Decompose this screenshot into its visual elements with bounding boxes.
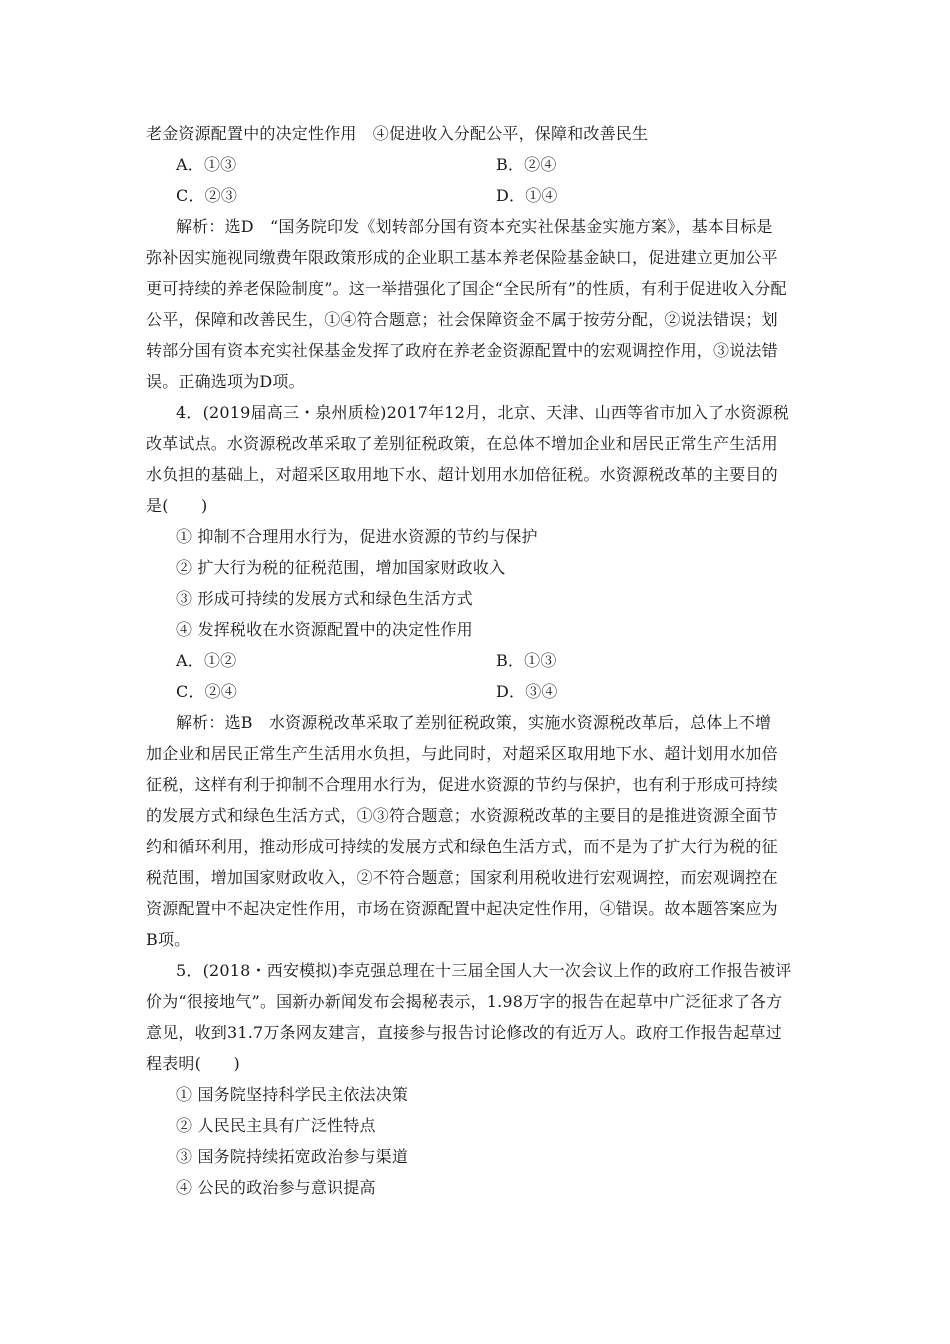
q5-item-3: ③ 国务院持续拓宽政治参与渠道 (176, 1147, 409, 1166)
q3-analysis-line: 转部分国有资本充实社保基金发挥了政府在养老金资源配置中的宏观调控作用，③说法错 (146, 341, 778, 360)
q5-stem-line: 价为“很接地气”。国新办新闻发布会揭秘表示，1.98万字的报告在起草中广泛征求了各方 (146, 992, 783, 1011)
q4-analysis-line: 资源配置中不起决定性作用，市场在资源配置中起决定性作用，④错误。故本题答案应为 (146, 899, 778, 918)
q5-stem-line: 程表明( ) (146, 1054, 240, 1073)
q4-stem-line: 改革试点。水资源税改革采取了差别征税政策，在总体不增加企业和居民正常生产生活用 (146, 434, 778, 453)
q4-analysis-line: 的发展方式和绿色生活方式，①③符合题意；水资源税改革的主要目的是推进资源全面节 (146, 806, 778, 825)
q3-analysis-line: 更可持续的养老保险制度”。这一举措强化了国企“全民所有”的性质，有利于促进收入分配 (146, 279, 787, 298)
q4-analysis-line: 加企业和居民正常生产生活用水负担，与此同时，对超采区取用地下水、超计划用水加倍 (146, 744, 778, 763)
q3-analysis-line: 弥补因实施视同缴费年限政策形成的企业职工基本养老保险基金缺口，促进建立更加公平 (146, 248, 778, 267)
q4-option-d: D．③④ (496, 682, 558, 701)
q5-stem-line: 意见，收到31.7万条网友建言，直接参与报告讨论修改的有近万人。政府工作报告起草过 (146, 1023, 782, 1042)
q4-item-3: ③ 形成可持续的发展方式和绿色生活方式 (176, 589, 473, 608)
q5-item-1: ① 国务院坚持科学民主依法决策 (176, 1085, 409, 1104)
q5-item-2: ② 人民民主具有广泛性特点 (176, 1116, 376, 1135)
q3-analysis-line: 误。正确选项为D项。 (146, 372, 305, 391)
q4-option-b: B．①③ (496, 651, 557, 670)
q4-item-2: ② 扩大行为税的征税范围，增加国家财政收入 (176, 558, 506, 577)
q4-analysis-line: 约和循环利用，推动形成可持续的发展方式和绿色生活方式，而不是为了扩大行为税的征 (146, 837, 778, 856)
q3-option-a: A．①③ (176, 155, 237, 174)
q4-analysis-line: B项。 (146, 930, 191, 949)
q4-item-1: ① 抑制不合理用水行为，促进水资源的节约与保护 (176, 527, 538, 546)
q5-item-4: ④ 公民的政治参与意识提高 (176, 1178, 376, 1197)
q3-analysis-line: 解析：选D “国务院印发《划转部分国有资本充实社保基金实施方案》，基本目标是 (176, 217, 773, 236)
q4-analysis-line: 征税，这样有利于抑制不合理用水行为，促进水资源的节约与保护，也有利于形成可持续 (146, 775, 778, 794)
q4-option-c: C．②④ (176, 682, 238, 701)
q4-option-a: A．①② (176, 651, 237, 670)
q3-option-b: B．②④ (496, 155, 557, 174)
q3-stem-tail: 老金资源配置中的决定性作用 ④促进收入分配公平，保障和改善民生 (146, 124, 649, 143)
q4-stem-line: 是( ) (146, 496, 208, 515)
q3-option-d: D．①④ (496, 186, 558, 205)
q4-analysis-line: 解析：选B 水资源税改革采取了差别征税政策，实施水资源税改革后，总体上不增 (176, 713, 772, 732)
q3-option-c: C．②③ (176, 186, 238, 205)
q4-stem-line: 4．(2019届高三・泉州质检)2017年12月，北京、天津、山西等省市加入了水资源税 (176, 403, 790, 422)
q4-analysis-line: 税范围，增加国家财政收入，②不符合题意；国家利用税收进行宏观调控，而宏观调控在 (146, 868, 778, 887)
q3-analysis-line: 公平，保障和改善民生，①④符合题意；社会保障资金不属于按劳分配，②说法错误；划 (146, 310, 778, 329)
q5-stem-line: 5．(2018・西安模拟)李克强总理在十三届全国人大一次会议上作的政府工作报告被评 (176, 961, 792, 980)
q4-stem-line: 水负担的基础上，对超采区取用地下水、超计划用水加倍征税。水资源税改革的主要目的 (146, 465, 778, 484)
q4-item-4: ④ 发挥税收在水资源配置中的决定性作用 (176, 620, 473, 639)
